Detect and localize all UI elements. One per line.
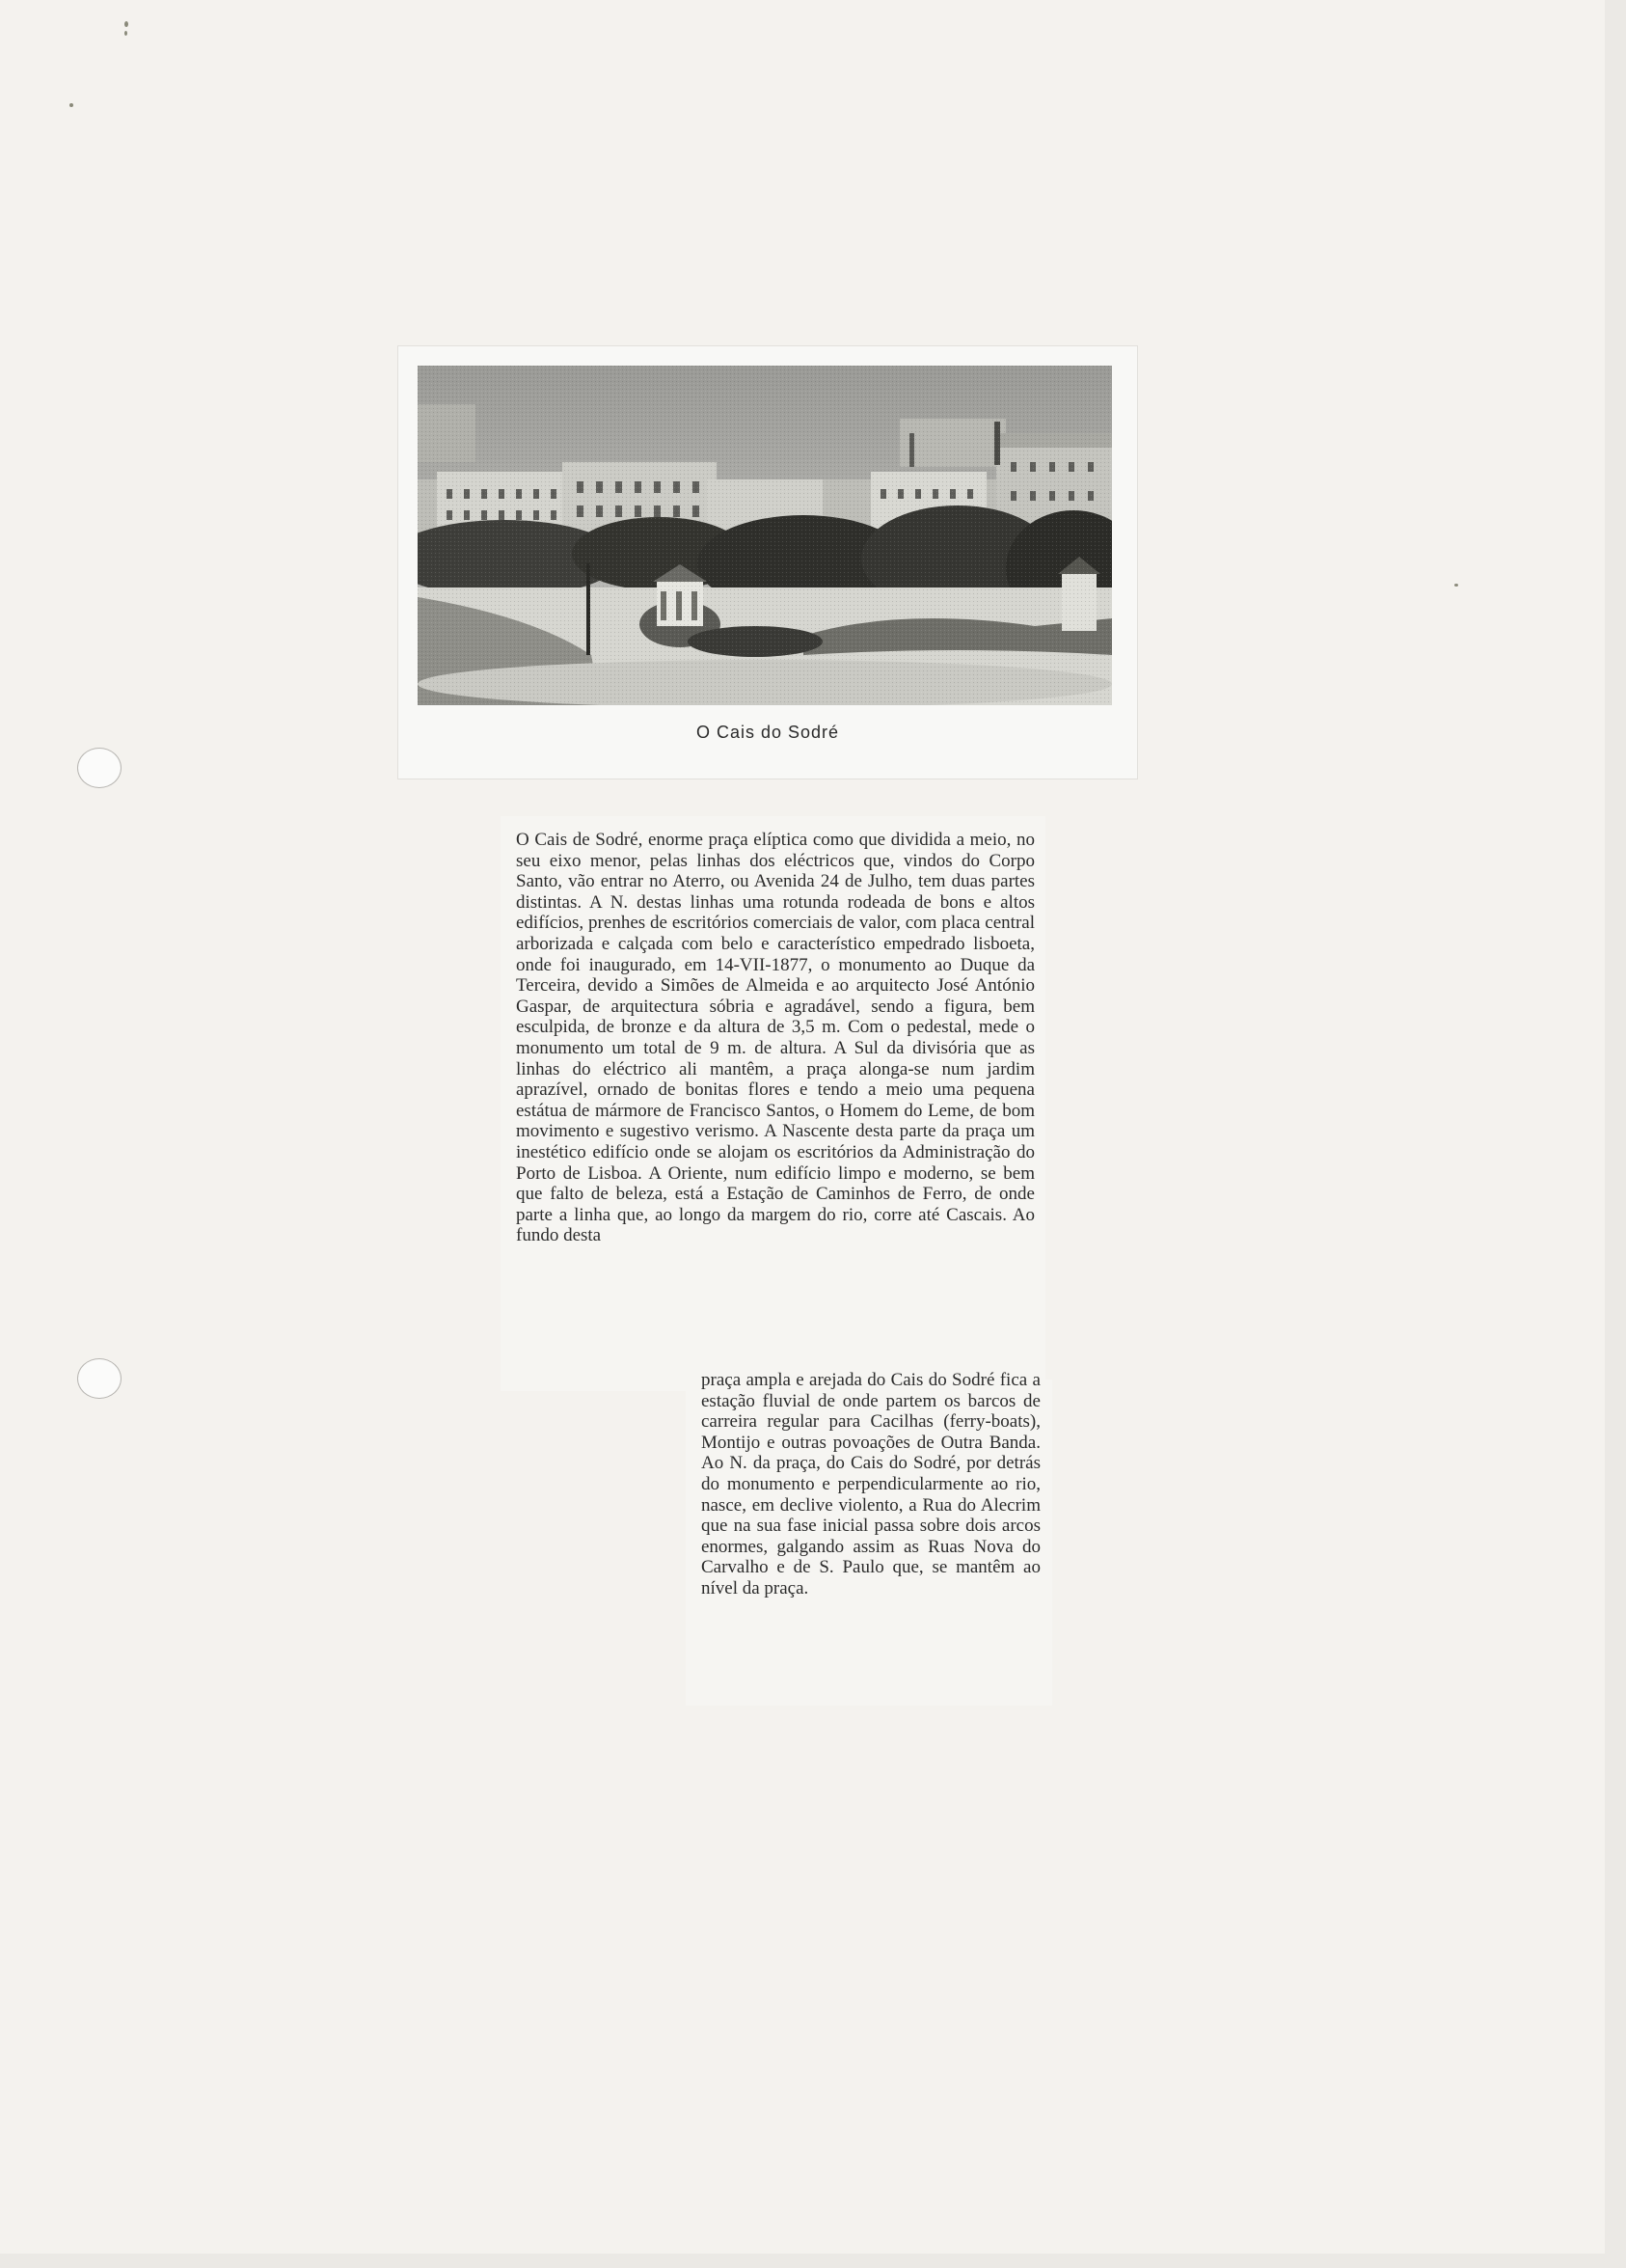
page-right-edge [1605,0,1626,2268]
photo-caption: O Cais do Sodré [695,723,840,742]
punch-hole-lower [77,1358,122,1399]
article-paragraph-part-2: praça ampla e arejada do Cais do Sodré fica a estação fluvial de onde partem os barcos de carreira regular para Cacilhas (ferry-boats), Montijo e outras povoações de Outra Banda. Ao N. da praça, do Cais do Sodré, por detrás do monumento e perpendicularmente ao rio, nasce, em declive violento, a Rua do Alecrim que na sua fase inicial passa sobre dois arcos enormes, galgando assim as Ruas Nova do Carvalho e de S. Paulo que, se mantêm ao nível da praça. [701,1370,1041,1599]
paper-speck [124,21,128,27]
page-bottom-edge [0,2254,1626,2268]
cais-do-sodre-photograph [418,366,1112,705]
paper-speck [69,103,73,107]
punch-hole-upper [77,748,122,788]
paper-speck [124,31,127,36]
paper-speck [1454,584,1458,587]
photo-clipping [397,345,1138,779]
article-paragraph-part-1: O Cais de Sodré, enorme praça elíptica como que dividida a meio, no seu eixo menor, pelas linhas dos eléctricos que, vindos do Corpo Santo, vão entrar no Aterro, ou Avenida 24 de Julho, tem duas partes distintas. A N. destas linhas uma rotunda rodeada de bons e altos edifícios, prenhes de escritórios comerciais de valor, com placa central arborizada e calçada com belo e característico empedrado lisboeta, onde foi inaugurado, em 14-VII-1877, o monumento ao Duque da Terceira, devido a Simões de Almeida e ao arquitecto José António Gaspar, de arquitectura sóbria e agradável, sendo a figura, bem esculpida, de bronze e da altura de 3,5 m. Com o pedestal, mede o monumento um total de 9 m. de altura. A Sul da divisória que as linhas do eléctrico ali mantêm, a praça alonga-se num jardim aprazível, ornado de bonitas flores e tendo a meio uma pequena estátua de mármore de Francisco Santos, o Homem do Leme, de bom movimento e sugestivo verismo. A Nascente desta parte da praça um inestético edifício onde se alojam os escritórios da Administração do Porto de Lisboa. A Oriente, num edifício limpo e moderno, se bem que falto de beleza, está a Estação de Caminhos de Ferro, de onde parte a linha que, ao longo da margem do rio, corre até Cascais. Ao fundo desta [516,830,1035,1246]
